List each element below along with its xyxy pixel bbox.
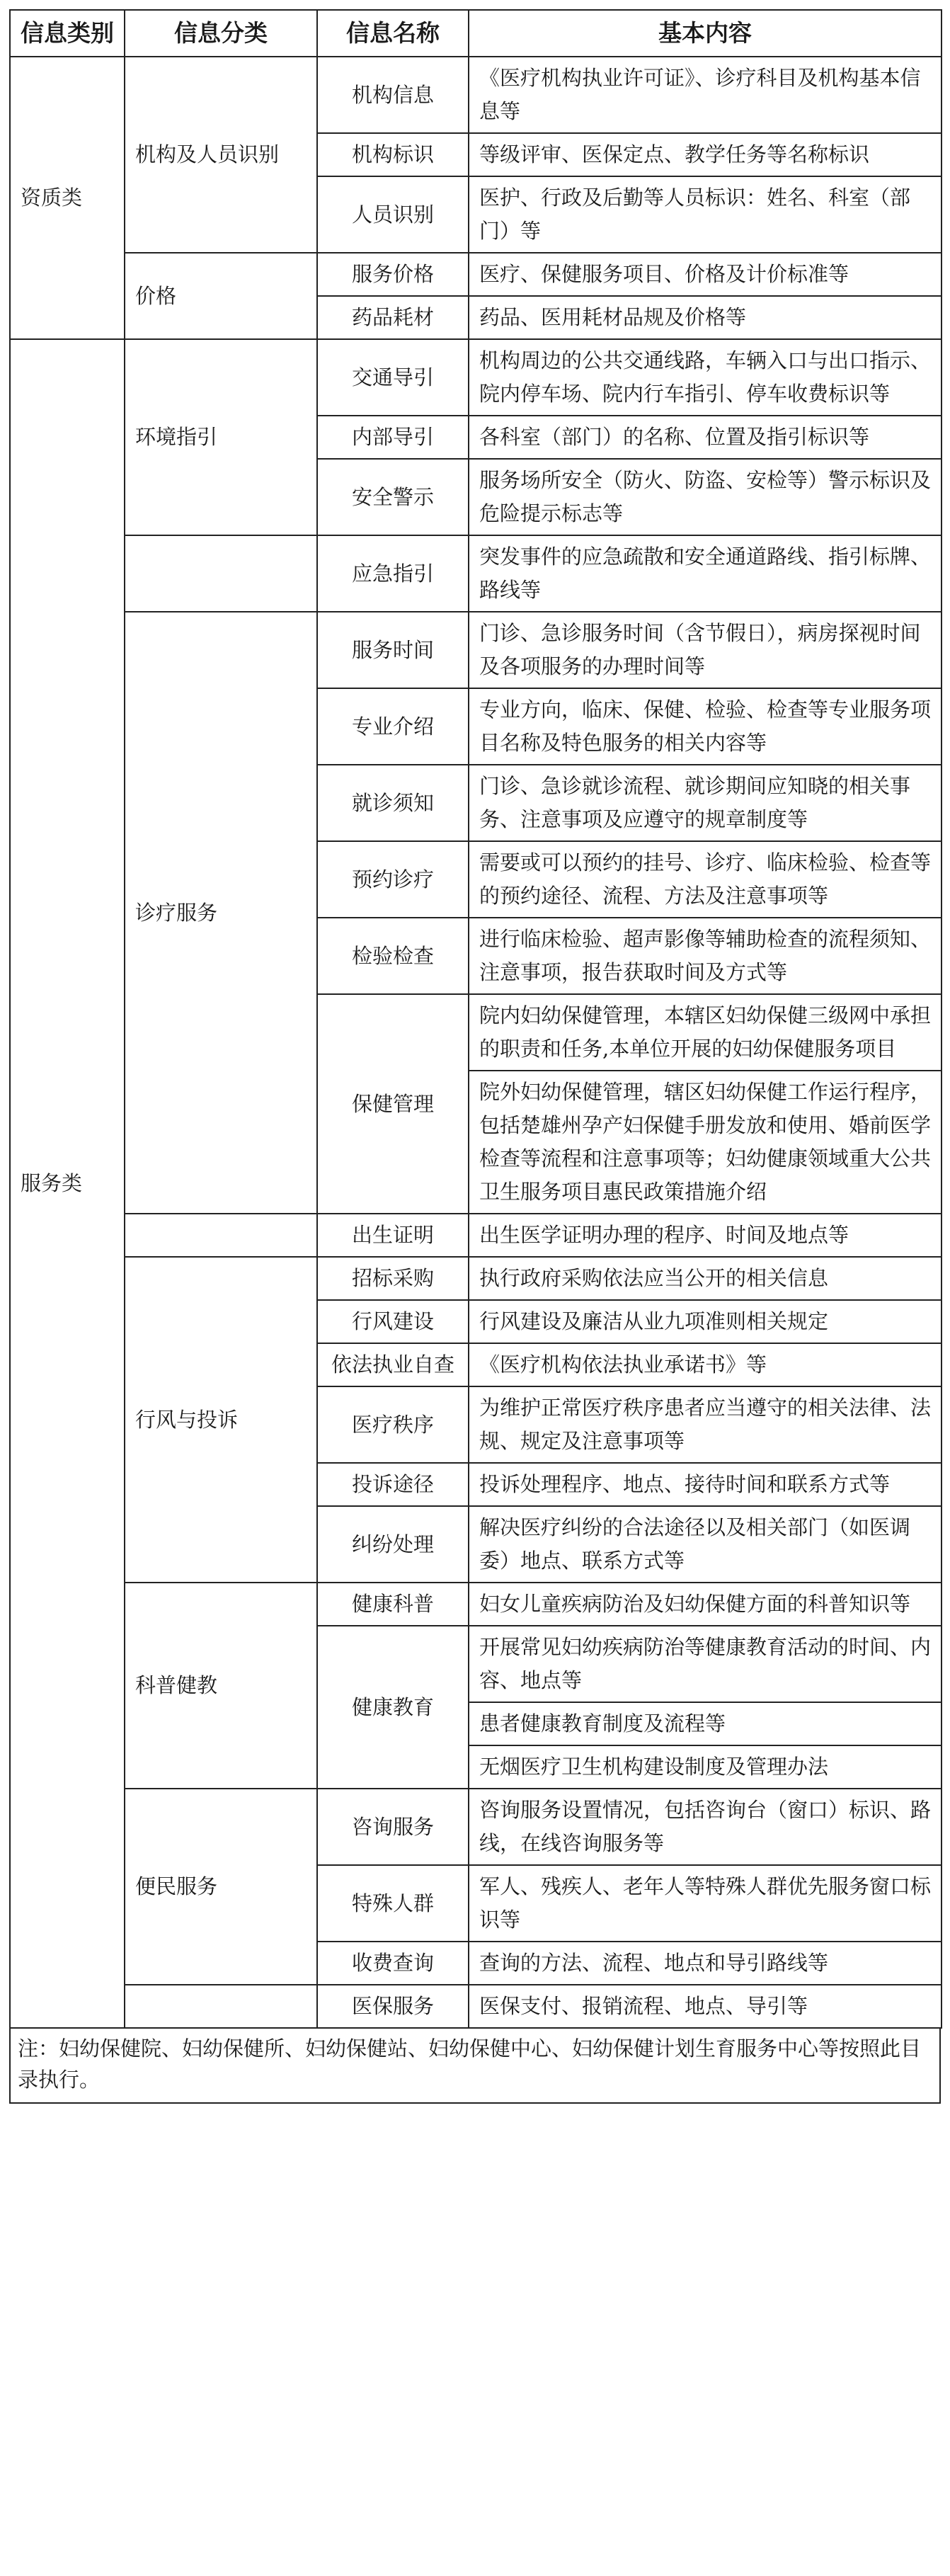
table-row <box>10 535 942 612</box>
content-cell: 《医疗机构依法执业承诺书》等 <box>469 1343 942 1386</box>
content-cell: 为维护正常医疗秩序患者应当遵守的相关法律、法规、规定及注意事项等 <box>469 1386 942 1463</box>
table-row <box>10 1789 942 1865</box>
content-cell: 需要或可以预约的挂号、诊疗、临床检验、检查等的预约途径、流程、方法及注意事项等 <box>469 841 942 918</box>
name-cell: 机构标识 <box>317 133 469 176</box>
content-cell: 突发事件的应急疏散和安全通道路线、指引标牌、路线等 <box>469 535 942 612</box>
table-row <box>10 612 942 688</box>
name-cell: 依法执业自查 <box>317 1343 469 1386</box>
content-cell: 开展常见妇幼疾病防治等健康教育活动的时间、内容、地点等 <box>469 1626 942 1702</box>
content-cell: 执行政府采购依法应当公开的相关信息 <box>469 1257 942 1300</box>
name-cell: 保健管理 <box>317 994 469 1214</box>
content-cell: 门诊、急诊就诊流程、就诊期间应知晓的相关事务、注意事项及应遵守的规章制度等 <box>469 765 942 841</box>
content-cell: 院内妇幼保健管理，本辖区妇幼保健三级网中承担的职责和任务,本单位开展的妇幼保健服务项目 <box>469 994 942 1071</box>
table-header-row <box>10 10 942 57</box>
subcategory-cell: 便民服务 <box>125 1789 317 1985</box>
name-cell: 咨询服务 <box>317 1789 469 1865</box>
subcategory-cell: 行风与投诉 <box>125 1257 317 1583</box>
name-cell: 招标采购 <box>317 1257 469 1300</box>
subcategory-cell: 诊疗服务 <box>125 612 317 1214</box>
subcategory-cell: 价格 <box>125 253 317 339</box>
name-cell: 检验检查 <box>317 918 469 994</box>
name-cell: 内部导引 <box>317 416 469 459</box>
category-cell: 服务类 <box>10 339 125 2028</box>
name-cell: 服务价格 <box>317 253 469 296</box>
name-cell: 服务时间 <box>317 612 469 688</box>
content-cell: 医疗、保健服务项目、价格及计价标准等 <box>469 253 942 296</box>
content-cell: 妇女儿童疾病防治及妇幼保健方面的科普知识等 <box>469 1583 942 1626</box>
content-cell: 专业方向，临床、保健、检验、检查等专业服务项目名称及特色服务的相关内容等 <box>469 688 942 765</box>
info-catalog-table <box>9 9 942 2029</box>
subcategory-cell: 环境指引 <box>125 339 317 535</box>
header-category: 信息类别 <box>10 10 125 57</box>
name-cell: 安全警示 <box>317 459 469 535</box>
content-cell: 《医疗机构执业许可证》、诊疗科目及机构基本信息等 <box>469 57 942 133</box>
name-cell: 交通导引 <box>317 339 469 416</box>
content-cell: 咨询服务设置情况，包括咨询台（窗口）标识、路线，在线咨询服务等 <box>469 1789 942 1865</box>
content-cell: 无烟医疗卫生机构建设制度及管理办法 <box>469 1745 942 1789</box>
name-cell: 健康科普 <box>317 1583 469 1626</box>
name-cell: 医保服务 <box>317 1985 469 2028</box>
header-name: 信息名称 <box>317 10 469 57</box>
name-cell: 机构信息 <box>317 57 469 133</box>
content-cell: 服务场所安全（防火、防盗、安检等）警示标识及危险提示标志等 <box>469 459 942 535</box>
header-content: 基本内容 <box>469 10 942 57</box>
content-cell: 等级评审、医保定点、教学任务等名称标识 <box>469 133 942 176</box>
name-cell: 应急指引 <box>317 535 469 612</box>
table-row <box>10 1985 942 2028</box>
name-cell: 就诊须知 <box>317 765 469 841</box>
subcategory-cell: 机构及人员识别 <box>125 57 317 253</box>
empty-subcategory-cell <box>125 535 317 612</box>
name-cell: 医疗秩序 <box>317 1386 469 1463</box>
subcategory-cell: 科普健教 <box>125 1583 317 1789</box>
name-cell: 行风建设 <box>317 1300 469 1343</box>
content-cell: 门诊、急诊服务时间（含节假日），病房探视时间及各项服务的办理时间等 <box>469 612 942 688</box>
name-cell: 专业介绍 <box>317 688 469 765</box>
content-cell: 出生医学证明办理的程序、时间及地点等 <box>469 1214 942 1257</box>
table-row <box>10 253 942 296</box>
name-cell: 健康教育 <box>317 1626 469 1789</box>
content-cell: 医护、行政及后勤等人员标识：姓名、科室（部门）等 <box>469 176 942 253</box>
category-cell: 资质类 <box>10 57 125 339</box>
header-subcategory: 信息分类 <box>125 10 317 57</box>
content-cell: 各科室（部门）的名称、位置及指引标识等 <box>469 416 942 459</box>
content-cell: 院外妇幼保健管理，辖区妇幼保健工作运行程序，包括楚雄州孕产妇保健手册发放和使用、婚前医学检查等流程和注意事项等；妇幼健康领域重大公共卫生服务项目惠民政策措施介绍 <box>469 1071 942 1214</box>
content-cell: 行风建设及廉洁从业九项准则相关规定 <box>469 1300 942 1343</box>
content-cell: 机构周边的公共交通线路，车辆入口与出口指示、院内停车场、院内行车指引、停车收费标识等 <box>469 339 942 416</box>
name-cell: 人员识别 <box>317 176 469 253</box>
name-cell: 药品耗材 <box>317 296 469 339</box>
name-cell: 出生证明 <box>317 1214 469 1257</box>
content-cell: 医保支付、报销流程、地点、导引等 <box>469 1985 942 2028</box>
table-row <box>10 1583 942 1626</box>
content-cell: 药品、医用耗材品规及价格等 <box>469 296 942 339</box>
content-cell: 投诉处理程序、地点、接待时间和联系方式等 <box>469 1463 942 1506</box>
content-cell: 查询的方法、流程、地点和导引路线等 <box>469 1942 942 1985</box>
name-cell: 纠纷处理 <box>317 1506 469 1583</box>
content-cell: 患者健康教育制度及流程等 <box>469 1702 942 1745</box>
empty-subcategory-cell <box>125 1214 317 1257</box>
name-cell: 收费查询 <box>317 1942 469 1985</box>
table-row <box>10 339 942 416</box>
name-cell: 投诉途径 <box>317 1463 469 1506</box>
content-cell: 军人、残疾人、老年人等特殊人群优先服务窗口标识等 <box>469 1865 942 1942</box>
table-row <box>10 1257 942 1300</box>
table-row <box>10 1214 942 1257</box>
footnote: 注：妇幼保健院、妇幼保健所、妇幼保健站、妇幼保健中心、妇幼保健计划生育服务中心等按照此目录执行。 <box>9 2029 941 2104</box>
empty-subcategory-cell <box>125 1985 317 2028</box>
content-cell: 进行临床检验、超声影像等辅助检查的流程须知、注意事项，报告获取时间及方式等 <box>469 918 942 994</box>
content-cell: 解决医疗纠纷的合法途径以及相关部门（如医调委）地点、联系方式等 <box>469 1506 942 1583</box>
table-row <box>10 57 942 133</box>
name-cell: 特殊人群 <box>317 1865 469 1942</box>
name-cell: 预约诊疗 <box>317 841 469 918</box>
